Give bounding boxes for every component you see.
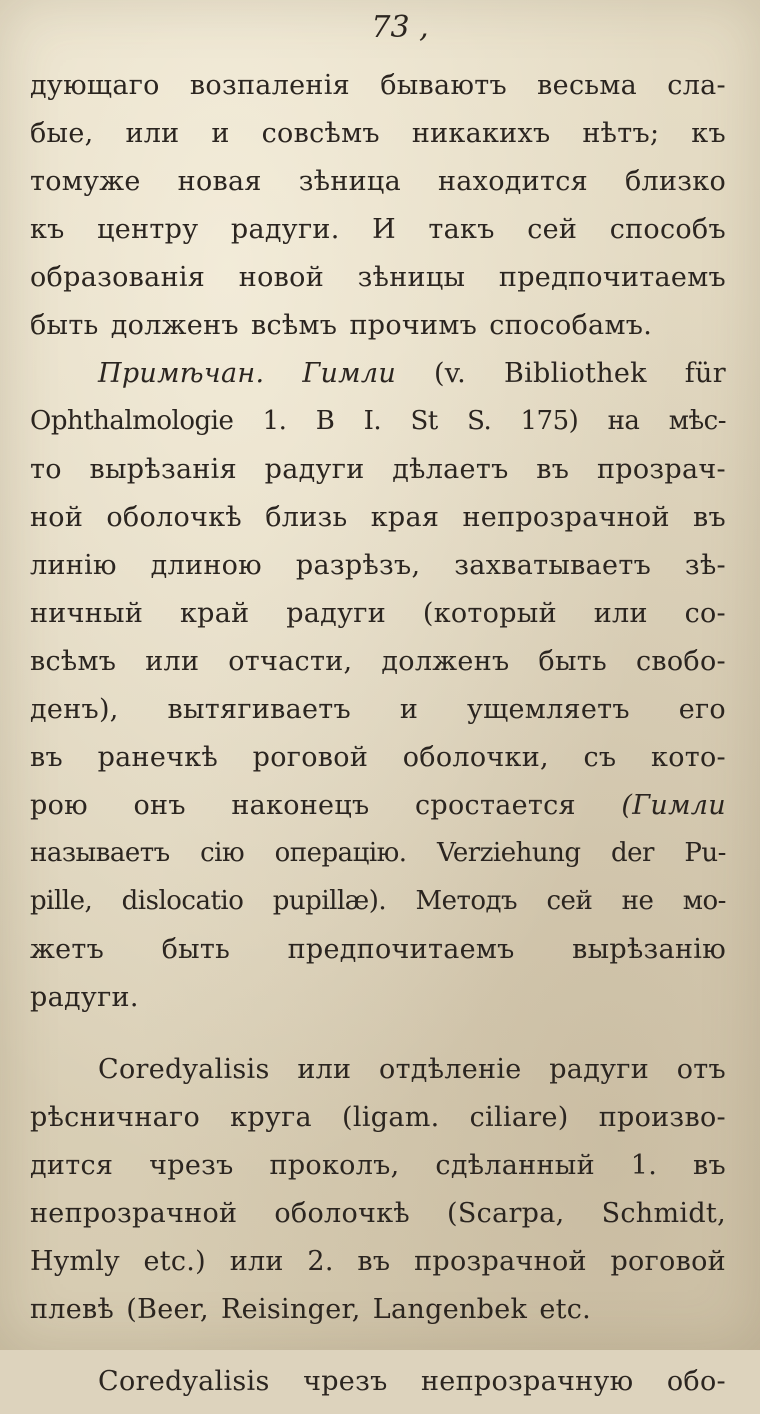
word: прозрачной: [414, 1246, 587, 1277]
word: нѣтъ;: [582, 118, 660, 149]
text-line: [30, 454, 726, 502]
word: (v.: [433, 358, 467, 389]
word: 1.: [630, 1150, 658, 1181]
word: мо-: [682, 886, 726, 916]
word: на: [607, 406, 640, 436]
word: радуги: [286, 598, 387, 629]
word: прозрач-: [596, 454, 726, 485]
word: роговой: [252, 742, 369, 773]
word: etc.: [539, 1294, 592, 1325]
word: свобо-: [635, 646, 726, 677]
word: дующаго: [30, 70, 160, 101]
word: весьма: [537, 70, 638, 101]
word: съ: [583, 742, 617, 773]
text-line: [30, 934, 726, 982]
word: (ligam.: [342, 1102, 440, 1133]
word: новая: [177, 166, 262, 197]
word: операцію.: [274, 838, 407, 868]
word: 2.: [307, 1246, 334, 1277]
word: и: [399, 694, 419, 725]
word: или: [145, 646, 200, 677]
text-line: [30, 1102, 726, 1150]
word: der: [610, 838, 654, 868]
word: способамъ.: [489, 310, 653, 341]
text-line: [30, 598, 726, 646]
word: (который: [422, 598, 557, 629]
word: сей: [527, 214, 578, 245]
word: наконецъ: [231, 790, 370, 821]
word: не: [621, 886, 654, 916]
text-line: [30, 1366, 726, 1414]
word: Ophthalmologie: [30, 406, 234, 436]
word: мѣс-: [668, 406, 726, 436]
word: проколъ,: [269, 1150, 400, 1181]
word: оболочкѣ: [106, 502, 242, 533]
word: называетъ: [30, 838, 170, 868]
word: Coredyalisis: [98, 1366, 270, 1397]
word: онъ: [133, 790, 186, 821]
word: ранечкѣ: [97, 742, 219, 773]
word: денъ),: [30, 694, 119, 725]
word: быть: [538, 646, 607, 677]
word: роговой: [610, 1246, 726, 1277]
text-line: [30, 694, 726, 742]
word: зѣницы: [357, 262, 466, 293]
text-line: [30, 838, 726, 886]
text-line: [30, 646, 726, 694]
word: S.: [467, 406, 492, 436]
word: (Beer,: [126, 1294, 209, 1325]
word: pupillæ).: [272, 886, 387, 916]
word: Hymly: [30, 1246, 120, 1277]
text-line: [30, 1150, 726, 1198]
word: вырѣзанію: [572, 934, 726, 965]
word: ничный: [30, 598, 144, 629]
word: быть: [161, 934, 231, 965]
word: или: [593, 598, 648, 629]
word: непрозрачную: [421, 1366, 634, 1397]
word: радуги: [549, 1054, 650, 1085]
word: чрезъ: [149, 1150, 234, 1181]
word: Langenbek: [372, 1294, 528, 1325]
word: чрезъ: [303, 1366, 388, 1397]
word: сдѣланный: [435, 1150, 595, 1181]
word: кото-: [651, 742, 726, 773]
word: предпочитаемъ: [287, 934, 515, 965]
word: плевѣ: [30, 1294, 115, 1325]
word: въ: [357, 1246, 391, 1277]
text-line: [30, 790, 726, 838]
word: бываютъ: [380, 70, 507, 101]
word: круга: [230, 1102, 312, 1133]
word: центру: [97, 214, 199, 245]
word: непрозрачной: [462, 502, 670, 533]
word: совсѣмъ: [261, 118, 380, 149]
word: Методъ: [415, 886, 518, 916]
text-line: [30, 310, 726, 358]
page-number: 73 ,: [371, 10, 429, 45]
word: то: [30, 454, 62, 485]
word: или: [125, 118, 180, 149]
word: ciliare): [469, 1102, 569, 1133]
word: новой: [238, 262, 324, 293]
text-line: [30, 406, 726, 454]
word: въ: [536, 454, 570, 485]
word: отдѣленіе: [379, 1054, 522, 1085]
word: зѣница: [298, 166, 401, 197]
word: Гимли: [302, 358, 397, 389]
word: Reisinger,: [221, 1294, 361, 1325]
word: оболочки,: [402, 742, 549, 773]
word: Pu-: [684, 838, 726, 868]
word: близко: [624, 166, 726, 197]
text-line: [30, 214, 726, 262]
text-line: [30, 1054, 726, 1102]
word: возпаленія: [189, 70, 350, 101]
word: отъ: [676, 1054, 726, 1085]
word: радуги: [264, 454, 365, 485]
word: непрозрачной: [30, 1198, 238, 1229]
word: край: [179, 598, 250, 629]
word: оболочкѣ: [274, 1198, 410, 1229]
word: разрѣзъ,: [295, 550, 421, 581]
word: края: [370, 502, 440, 533]
word: Verziehung: [437, 838, 581, 868]
word: pille,: [30, 886, 93, 916]
word: (Scarpa,: [447, 1198, 565, 1229]
word: прочимъ: [349, 310, 478, 341]
text-line: [30, 358, 726, 406]
word: длиною: [150, 550, 262, 581]
word: St: [410, 406, 438, 436]
text-line: [30, 70, 726, 118]
text-line: [30, 886, 726, 934]
word: находится: [437, 166, 588, 197]
word: предпочитаемъ: [498, 262, 726, 293]
text-line: [30, 118, 726, 166]
word: зѣ-: [684, 550, 726, 581]
word: близь: [265, 502, 348, 533]
text-line: [30, 1198, 726, 1246]
word: Schmidt,: [601, 1198, 726, 1229]
word: въ: [693, 1150, 726, 1181]
word: способъ: [609, 214, 726, 245]
word: сей: [546, 886, 593, 916]
word: линію: [30, 550, 117, 581]
word: дѣлаетъ: [392, 454, 509, 485]
text-line: [30, 982, 726, 1030]
word: Coredyalisis: [98, 1054, 270, 1085]
word: Примѣчан.: [98, 358, 265, 389]
word: быть: [30, 310, 99, 341]
word: отчасти,: [228, 646, 353, 677]
word: I.: [363, 406, 382, 436]
word: никакихъ: [411, 118, 551, 149]
word: всѣмъ: [251, 310, 338, 341]
word: жетъ: [30, 934, 105, 965]
word: въ: [30, 742, 63, 773]
word: захватываетъ: [454, 550, 652, 581]
word: произво-: [598, 1102, 726, 1133]
word: въ: [693, 502, 726, 533]
word: (Гимли: [621, 790, 726, 821]
word: или: [229, 1246, 284, 1277]
word: со-: [684, 598, 726, 629]
word: für: [684, 358, 726, 389]
word: И: [372, 214, 396, 245]
word: къ: [691, 118, 726, 149]
text-line: [30, 550, 726, 598]
word: вырѣзанія: [89, 454, 237, 485]
word: рою: [30, 790, 88, 821]
word: B: [315, 406, 335, 436]
text-line: [30, 1294, 726, 1342]
word: его: [678, 694, 726, 725]
text-line: [30, 742, 726, 790]
word: сростается: [414, 790, 576, 821]
word: обо-: [666, 1366, 726, 1397]
word: ной: [30, 502, 84, 533]
text-line: [30, 502, 726, 550]
word: такъ: [428, 214, 495, 245]
word: или: [297, 1054, 352, 1085]
text-body: [30, 70, 726, 1414]
word: вытягиваетъ: [167, 694, 352, 725]
word: и: [211, 118, 230, 149]
word: долженъ: [110, 310, 239, 341]
word: dislocatio: [121, 886, 244, 916]
word: долженъ: [381, 646, 510, 677]
word: томуже: [30, 166, 141, 197]
word: Bibliothek: [503, 358, 647, 389]
word: сію: [200, 838, 245, 868]
word: къ: [30, 214, 65, 245]
word: 175): [520, 406, 579, 436]
word: образованія: [30, 262, 206, 293]
word: 1.: [262, 406, 287, 436]
word: ущемляетъ: [466, 694, 630, 725]
word: радуги.: [30, 982, 139, 1013]
word: сла-: [667, 70, 726, 101]
word: радуги.: [230, 214, 340, 245]
word: всѣмъ: [30, 646, 117, 677]
word: дится: [30, 1150, 114, 1181]
text-line: [30, 262, 726, 310]
word: рѣсничнаго: [30, 1102, 201, 1133]
word: etc.): [143, 1246, 207, 1277]
text-line: [30, 166, 726, 214]
text-line: [30, 1246, 726, 1294]
word: бые,: [30, 118, 94, 149]
